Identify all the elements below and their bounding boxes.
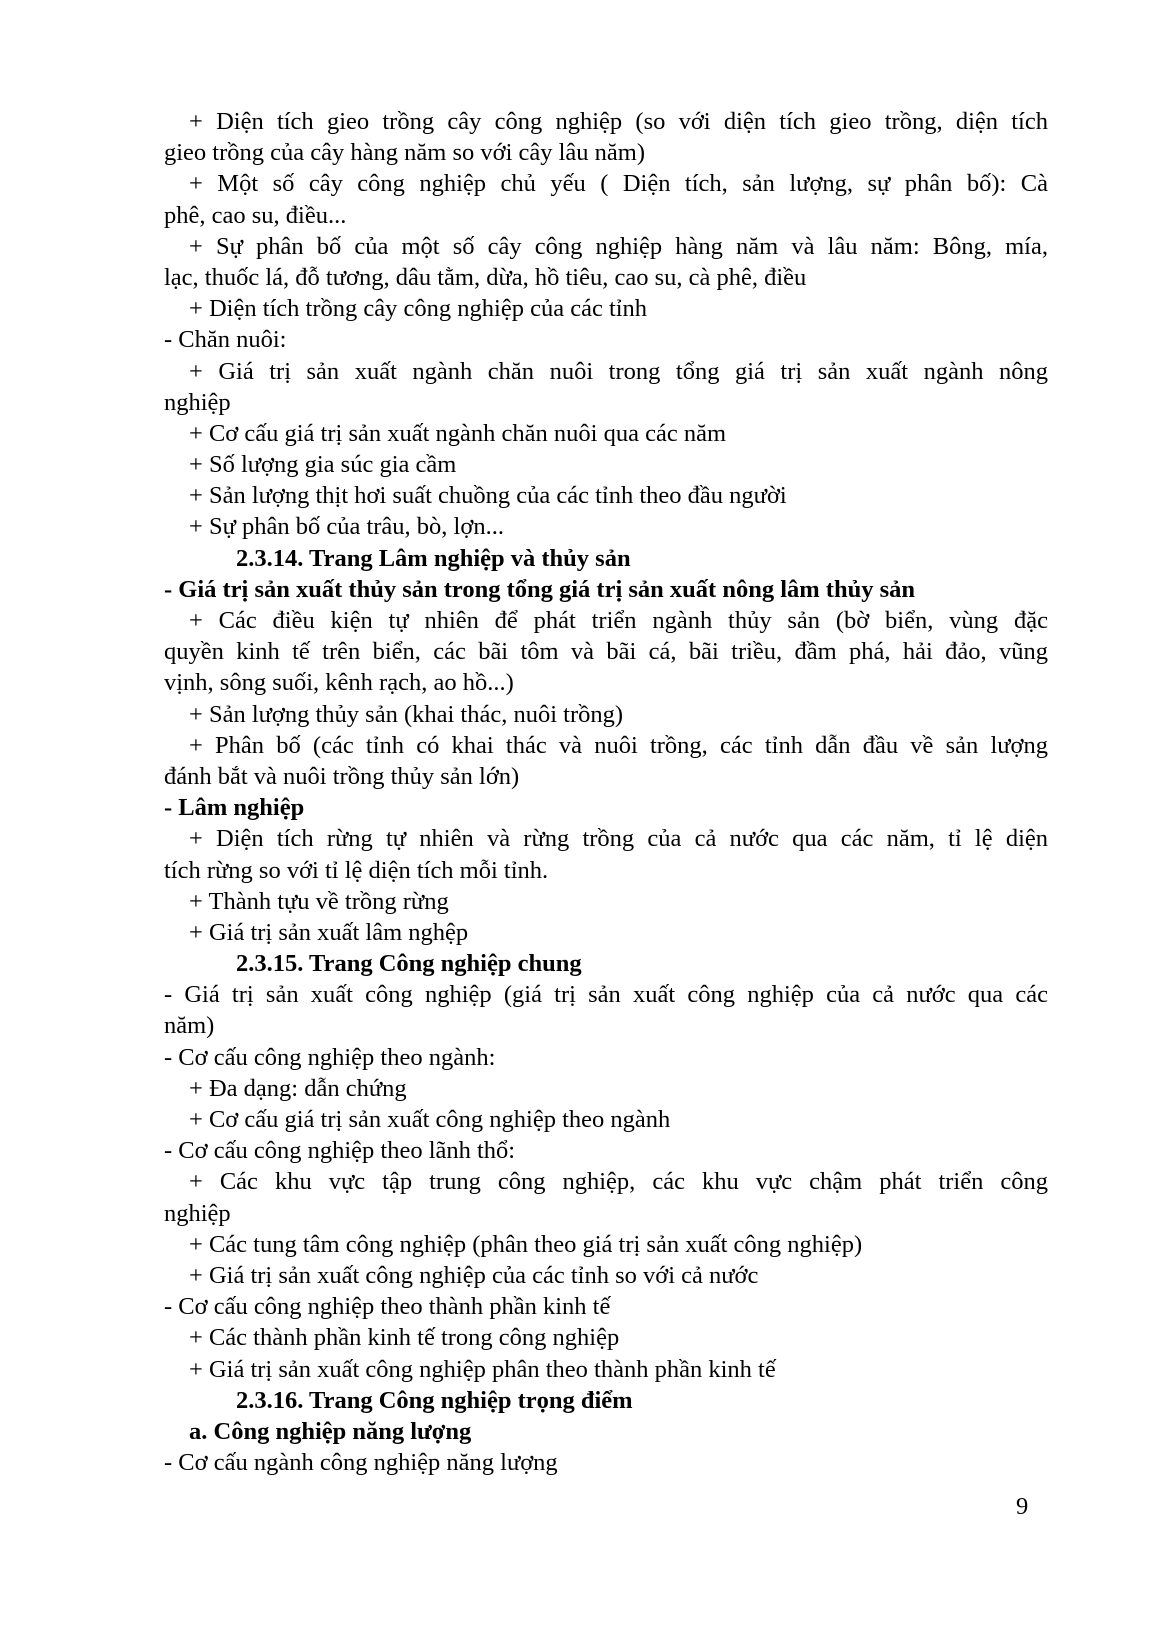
bullet-item: + Các khu vực tập trung công nghiệp, các khu vực chậm phát triển công — [189, 1168, 1048, 1196]
bullet-item: + Các thành phần kinh tế trong công nghiệp — [189, 1324, 620, 1352]
section-heading: 2.3.16. Trang Công nghiệp trọng điểm — [236, 1386, 633, 1414]
subsection-heading: - Lâm nghiệp — [164, 794, 305, 822]
text-line: quyền kinh tế trên biển, các bãi tôm và bãi cá, bãi triều, đầm phá, hải đảo, vũng — [164, 638, 1048, 666]
bullet-item: + Thành tựu về trồng rừng — [189, 887, 449, 915]
dash-item: - Chăn nuôi: — [164, 326, 287, 354]
bullet-item: + Sự phân bố của trâu, bò, lợn... — [189, 513, 504, 541]
dash-item: - Cơ cấu công nghiệp theo thành phần kinh tế — [164, 1293, 611, 1321]
text-line: đánh bắt và nuôi trồng thủy sản lớn) — [164, 762, 520, 790]
bullet-item: + Đa dạng: dẫn chứng — [189, 1074, 407, 1102]
bullet-item: + Giá trị sản xuất công nghiệp của các tỉnh so với cả nước — [189, 1261, 759, 1289]
text-line: lạc, thuốc lá, đỗ tương, dâu tằm, dừa, hồ tiêu, cao su, cà phê, điều — [164, 263, 807, 291]
bullet-item: + Cơ cấu giá trị sản xuất công nghiệp theo ngành — [189, 1106, 671, 1133]
bullet-item: + Sự phân bố của một số cây công nghiệp hàng năm và lâu năm: Bông, mía, — [189, 232, 1048, 260]
bullet-item: + Giá trị sản xuất lâm nghệp — [189, 918, 469, 946]
dash-item: - Cơ cấu công nghiệp theo ngành: — [164, 1043, 496, 1071]
subsection-heading: - Giá trị sản xuất thủy sản trong tổng giá trị sản xuất nông lâm thủy sản — [164, 575, 916, 603]
bullet-item: + Diện tích rừng tự nhiên và rừng trồng của cả nước qua các năm, tỉ lệ diện — [189, 825, 1048, 853]
bullet-item: + Các tung tâm công nghiệp (phân theo giá trị sản xuất công nghiệp) — [189, 1230, 863, 1258]
text-line: phê, cao su, điều... — [164, 201, 347, 229]
page-number: 9 — [1016, 1493, 1029, 1520]
text-line: tích rừng so với tỉ lệ diện tích mỗi tỉnh. — [164, 856, 549, 884]
text-line: nghiệp — [164, 1199, 231, 1227]
bullet-item: + Sản lượng thủy sản (khai thác, nuôi trồng) — [189, 700, 624, 728]
bullet-item: + Phân bố (các tỉnh có khai thác và nuôi trồng, các tỉnh dẫn đầu về sản lượng — [189, 731, 1048, 759]
text-line: năm) — [164, 1012, 215, 1040]
subsection-heading: a. Công nghiệp năng lượng — [189, 1417, 472, 1445]
bullet-item: + Cơ cấu giá trị sản xuất ngành chăn nuôi qua các năm — [189, 419, 727, 447]
dash-item: - Cơ cấu ngành công nghiệp năng lượng — [164, 1449, 558, 1477]
bullet-item: + Sản lượng thịt hơi suất chuồng của các tỉnh theo đầu người — [189, 482, 787, 510]
bullet-item: + Diện tích trồng cây công nghiệp của các tỉnh — [189, 295, 648, 323]
text-line: vịnh, sông suối, kênh rạch, ao hồ...) — [164, 669, 514, 697]
bullet-item: + Một số cây công nghiệp chủ yếu ( Diện tích, sản lượng, sự phân bố): Cà — [189, 170, 1048, 198]
bullet-item: + Giá trị sản xuất công nghiệp phân theo thành phần kinh tế — [189, 1355, 776, 1383]
bullet-item: + Số lượng gia súc gia cầm — [189, 451, 457, 479]
dash-item: - Giá trị sản xuất công nghiệp (giá trị sản xuất công nghiệp của cả nước qua các — [164, 981, 1048, 1009]
dash-item: - Cơ cấu công nghiệp theo lãnh thổ: — [164, 1137, 516, 1165]
bullet-item: + Các điều kiện tự nhiên để phát triển ngành thủy sản (bờ biển, vùng đặc — [189, 607, 1048, 634]
text-line: gieo trồng của cây hàng năm so với cây lâu năm) — [164, 139, 646, 167]
bullet-item: + Diện tích gieo trồng cây công nghiệp (so với diện tích gieo trồng, diện tích — [189, 108, 1048, 135]
text-line: nghiệp — [164, 388, 231, 416]
page-body — [164, 106, 1048, 1478]
bullet-item: + Giá trị sản xuất ngành chăn nuôi trong tổng giá trị sản xuất ngành nông — [189, 357, 1048, 385]
section-heading: 2.3.14. Trang Lâm nghiệp và thủy sản — [236, 544, 631, 572]
section-heading: 2.3.15. Trang Công nghiệp chung — [236, 950, 582, 978]
